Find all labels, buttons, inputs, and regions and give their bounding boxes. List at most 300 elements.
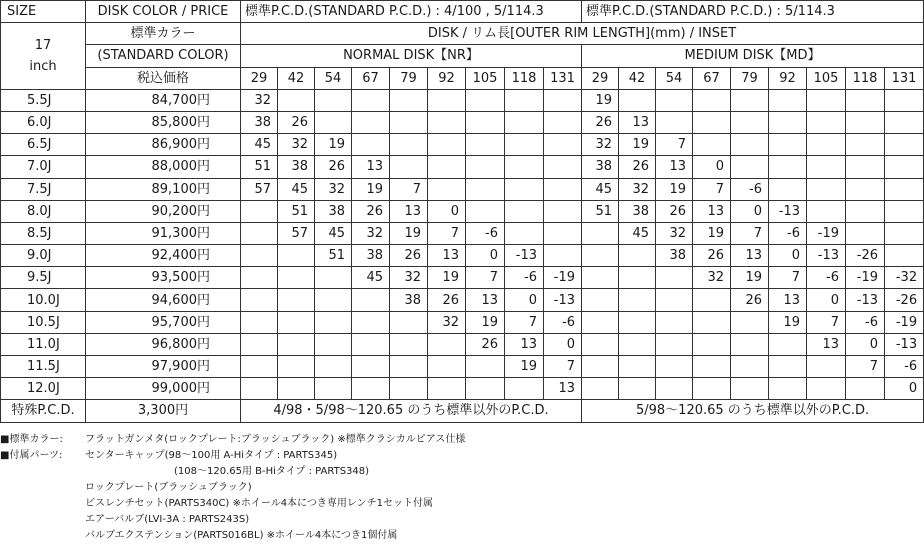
table-row xyxy=(1,200,924,222)
inset-md-cell xyxy=(619,89,656,111)
inset-md-cell: 0 xyxy=(769,245,807,267)
inset-nr-cell: 13 xyxy=(390,200,428,222)
inset-nr-cell xyxy=(241,245,278,267)
inset-md-cell xyxy=(582,289,619,311)
inset-nr-cell: 38 xyxy=(278,156,315,178)
inset-nr-cell xyxy=(278,378,315,400)
price-cell: 86,900円 xyxy=(86,134,241,156)
inset-md-cell: -32 xyxy=(885,267,924,289)
size-cell: 9.0J xyxy=(1,245,86,267)
inset-nr-cell xyxy=(241,311,278,333)
inset-md-cell: 13 xyxy=(693,200,731,222)
size-cell: 6.0J xyxy=(1,111,86,133)
inset-md-cell: 0 xyxy=(885,378,924,400)
size-cell: 9.5J xyxy=(1,267,86,289)
rim-length-nr-29: 29 xyxy=(241,67,278,89)
rim-length-md-118: 118 xyxy=(846,67,885,89)
inset-md-cell xyxy=(807,89,846,111)
size-cell: 7.0J xyxy=(1,156,86,178)
rim-length-nr-105: 105 xyxy=(466,67,505,89)
inset-md-cell: 19 xyxy=(619,134,656,156)
inset-md-cell: 32 xyxy=(619,178,656,200)
inset-md-cell: 26 xyxy=(656,200,693,222)
size-cell: 8.0J xyxy=(1,200,86,222)
inset-nr-cell xyxy=(428,378,466,400)
header-row-1 xyxy=(1,1,924,23)
inset-nr-cell: 26 xyxy=(466,333,505,355)
inset-md-cell xyxy=(769,378,807,400)
parts-line-4: ビスレンチセット(PARTS340C) ※ホイール4本につき専用レンチ1セット付属 xyxy=(85,497,433,509)
inset-nr-cell xyxy=(505,200,544,222)
inset-md-cell xyxy=(846,222,885,244)
inset-md-cell xyxy=(582,333,619,355)
inset-md-cell: -6 xyxy=(807,267,846,289)
inset-md-cell xyxy=(656,289,693,311)
table-row xyxy=(1,378,924,400)
rim-length-md-105: 105 xyxy=(807,67,846,89)
inset-md-cell xyxy=(885,222,924,244)
table-row xyxy=(1,289,924,311)
inset-md-cell xyxy=(769,356,807,378)
inset-nr-cell: 0 xyxy=(544,333,582,355)
rim-length-md-54: 54 xyxy=(656,67,693,89)
inset-md-cell xyxy=(807,111,846,133)
inset-md-cell: -19 xyxy=(885,311,924,333)
inset-md-cell xyxy=(693,89,731,111)
inset-nr-cell: 0 xyxy=(505,289,544,311)
inset-md-cell: 7 xyxy=(807,311,846,333)
inset-nr-cell xyxy=(390,111,428,133)
inset-nr-cell: -13 xyxy=(544,289,582,311)
inset-nr-cell xyxy=(390,356,428,378)
inset-nr-cell xyxy=(352,289,390,311)
table-row xyxy=(1,311,924,333)
inset-nr-cell: 19 xyxy=(428,267,466,289)
table-row xyxy=(1,356,924,378)
size-cell: 7.5J xyxy=(1,178,86,200)
inset-nr-cell xyxy=(278,267,315,289)
inset-nr-cell xyxy=(544,178,582,200)
inset-md-cell xyxy=(731,378,769,400)
table-row xyxy=(1,245,924,267)
inset-md-cell: 38 xyxy=(582,156,619,178)
inset-nr-cell xyxy=(428,156,466,178)
inset-nr-cell xyxy=(466,200,505,222)
inset-nr-cell: 7 xyxy=(390,178,428,200)
inset-md-cell: -6 xyxy=(731,178,769,200)
nr-header: NORMAL DISK【NR】 xyxy=(241,45,582,67)
inset-md-cell xyxy=(807,356,846,378)
inset-md-cell xyxy=(731,333,769,355)
inset-md-cell xyxy=(693,356,731,378)
table-row xyxy=(1,267,924,289)
inset-md-cell: 7 xyxy=(656,134,693,156)
inset-nr-cell: 26 xyxy=(390,245,428,267)
inset-nr-cell xyxy=(505,378,544,400)
rim-length-nr-54: 54 xyxy=(315,67,352,89)
inset-md-cell xyxy=(656,111,693,133)
inset-nr-cell xyxy=(315,311,352,333)
inset-nr-cell xyxy=(466,378,505,400)
inset-nr-cell xyxy=(505,156,544,178)
inset-nr-cell xyxy=(278,356,315,378)
inset-nr-cell: 51 xyxy=(241,156,278,178)
inset-nr-cell: 7 xyxy=(544,356,582,378)
size-cell: 11.5J xyxy=(1,356,86,378)
inset-md-cell: -13 xyxy=(769,200,807,222)
inset-md-cell: 19 xyxy=(769,311,807,333)
price-cell: 93,500円 xyxy=(86,267,241,289)
special-pcd-label: 特殊P.C.D. xyxy=(1,400,86,422)
inset-md-cell: 45 xyxy=(619,222,656,244)
inset-nr-cell: 13 xyxy=(352,156,390,178)
price-cell: 97,900円 xyxy=(86,356,241,378)
inset-md-cell: 26 xyxy=(619,156,656,178)
inset-nr-cell xyxy=(466,178,505,200)
inset-nr-cell: 26 xyxy=(278,111,315,133)
inset-nr-cell: 38 xyxy=(241,111,278,133)
inset-nr-cell xyxy=(278,89,315,111)
inset-nr-cell: 32 xyxy=(315,178,352,200)
inset-md-cell xyxy=(807,156,846,178)
price-cell: 94,600円 xyxy=(86,289,241,311)
inset-md-cell: 0 xyxy=(693,156,731,178)
price-cell: 99,000円 xyxy=(86,378,241,400)
inset-md-cell xyxy=(885,245,924,267)
inset-nr-cell xyxy=(241,333,278,355)
inset-md-cell: 26 xyxy=(731,289,769,311)
inset-md-cell: 13 xyxy=(619,111,656,133)
inset-nr-cell xyxy=(315,333,352,355)
inset-md-cell xyxy=(846,111,885,133)
inset-nr-cell: 32 xyxy=(428,311,466,333)
inset-md-cell xyxy=(693,378,731,400)
inset-md-cell xyxy=(846,378,885,400)
inset-md-cell: -13 xyxy=(846,289,885,311)
std-color-jp: 標準カラー xyxy=(86,23,241,45)
inset-md-cell xyxy=(582,222,619,244)
inset-md-cell xyxy=(807,200,846,222)
inset-nr-cell: 38 xyxy=(390,289,428,311)
inset-md-cell xyxy=(769,134,807,156)
inset-md-cell xyxy=(619,378,656,400)
rim-length-md-79: 79 xyxy=(731,67,769,89)
inset-md-cell: 32 xyxy=(582,134,619,156)
rim-length-md-131: 131 xyxy=(885,67,924,89)
price-cell: 85,800円 xyxy=(86,111,241,133)
inset-md-cell: -19 xyxy=(807,222,846,244)
price-cell: 95,700円 xyxy=(86,311,241,333)
inset-md-cell xyxy=(846,89,885,111)
inset-nr-cell xyxy=(544,156,582,178)
inset-md-cell: 0 xyxy=(731,200,769,222)
inset-nr-cell: 13 xyxy=(428,245,466,267)
inset-nr-cell xyxy=(544,222,582,244)
inset-nr-cell xyxy=(352,378,390,400)
inset-md-cell xyxy=(619,267,656,289)
inset-nr-cell: 13 xyxy=(466,289,505,311)
inset-nr-cell: 0 xyxy=(466,245,505,267)
inset-md-cell xyxy=(807,134,846,156)
rim-length-nr-92: 92 xyxy=(428,67,466,89)
inset-md-cell xyxy=(693,289,731,311)
inset-md-cell: 38 xyxy=(619,200,656,222)
table-row xyxy=(1,134,924,156)
inset-nr-cell xyxy=(544,200,582,222)
inset-nr-cell xyxy=(428,89,466,111)
inset-nr-cell xyxy=(505,222,544,244)
inset-md-cell xyxy=(656,267,693,289)
rim-length-md-42: 42 xyxy=(619,67,656,89)
header-row-2 xyxy=(1,23,924,45)
inset-nr-cell xyxy=(466,89,505,111)
inset-nr-cell xyxy=(352,333,390,355)
parts-note xyxy=(0,448,900,464)
table-row xyxy=(1,111,924,133)
inset-nr-cell: 26 xyxy=(428,289,466,311)
inset-nr-cell: 26 xyxy=(352,200,390,222)
inset-nr-cell xyxy=(544,111,582,133)
inset-nr-cell: 13 xyxy=(505,333,544,355)
inset-nr-cell xyxy=(241,356,278,378)
inch-label: inch xyxy=(29,58,57,74)
inset-nr-cell: 57 xyxy=(241,178,278,200)
parts-line-1: センターキャップ(98〜100用 A-Hiタイプ : PARTS345) xyxy=(85,449,338,461)
inset-nr-cell: -13 xyxy=(505,245,544,267)
inset-nr-cell xyxy=(352,111,390,133)
inset-md-cell xyxy=(885,156,924,178)
size-cell: 10.0J xyxy=(1,289,86,311)
inset-nr-cell xyxy=(428,356,466,378)
inset-nr-cell xyxy=(278,333,315,355)
color-note-label: ■標準カラー: xyxy=(0,433,63,445)
inset-nr-cell: 7 xyxy=(505,311,544,333)
color-note xyxy=(0,432,900,448)
inset-md-cell: -6 xyxy=(885,356,924,378)
inset-nr-cell xyxy=(505,89,544,111)
inset-md-cell: 7 xyxy=(769,267,807,289)
rim-length-row xyxy=(1,67,924,89)
inset-md-cell: -26 xyxy=(885,289,924,311)
inset-md-cell: 19 xyxy=(582,89,619,111)
size-cell: 12.0J xyxy=(1,378,86,400)
rim-length-nr-79: 79 xyxy=(390,67,428,89)
inset-nr-cell xyxy=(390,89,428,111)
inset-nr-cell xyxy=(241,200,278,222)
inset-nr-cell xyxy=(390,311,428,333)
price-cell: 90,200円 xyxy=(86,200,241,222)
inset-md-cell xyxy=(656,311,693,333)
inset-md-cell: 13 xyxy=(807,333,846,355)
rim-length-md-67: 67 xyxy=(693,67,731,89)
inset-nr-cell: 7 xyxy=(466,267,505,289)
inset-nr-cell xyxy=(466,356,505,378)
inset-nr-cell: 51 xyxy=(278,200,315,222)
inset-md-cell xyxy=(769,333,807,355)
inset-md-cell xyxy=(731,89,769,111)
inset-md-cell xyxy=(731,134,769,156)
inset-md-cell xyxy=(582,356,619,378)
rim-length-nr-118: 118 xyxy=(505,67,544,89)
special-pcd-row xyxy=(1,400,924,422)
inset-md-cell xyxy=(769,156,807,178)
inset-md-cell: 0 xyxy=(846,333,885,355)
inset-md-cell: -13 xyxy=(885,333,924,355)
inset-nr-cell xyxy=(278,245,315,267)
inset-nr-cell xyxy=(315,89,352,111)
inset-nr-cell xyxy=(390,156,428,178)
inset-nr-cell: 19 xyxy=(352,178,390,200)
inset-md-cell: 19 xyxy=(731,267,769,289)
inset-nr-cell xyxy=(241,222,278,244)
color-price-header: DISK COLOR / PRICE xyxy=(86,1,241,23)
inset-nr-cell: -6 xyxy=(505,267,544,289)
inset-nr-cell xyxy=(315,378,352,400)
inset-md-cell xyxy=(619,311,656,333)
special-pcd-md: 5/98〜120.65 のうち標準以外のP.C.D. xyxy=(582,400,924,422)
inset-md-cell xyxy=(885,178,924,200)
inset-md-cell: -26 xyxy=(846,245,885,267)
inset-md-cell xyxy=(846,178,885,200)
inset-nr-cell: 38 xyxy=(315,200,352,222)
inset-md-cell: 45 xyxy=(582,178,619,200)
inset-nr-cell xyxy=(352,134,390,156)
inset-nr-cell: 7 xyxy=(428,222,466,244)
inset-md-cell xyxy=(656,89,693,111)
inset-md-cell xyxy=(846,156,885,178)
parts-line-6: バルブエクステンション(PARTS016BL) ※ホイール4本につき1個付属 xyxy=(85,529,398,541)
table-row xyxy=(1,156,924,178)
pcd-nr-header: 標準P.C.D.(STANDARD P.C.D.) : 4/100 , 5/114.3 xyxy=(241,1,582,23)
inset-md-cell xyxy=(656,356,693,378)
inset-md-cell xyxy=(769,178,807,200)
inset-nr-cell xyxy=(315,111,352,133)
inset-md-cell: 32 xyxy=(693,267,731,289)
inset-md-cell xyxy=(846,200,885,222)
size-cell: 5.5J xyxy=(1,89,86,111)
parts-line-5: エアーバルブ(LVI-3A : PARTS243S) xyxy=(85,513,250,525)
inset-nr-cell: 26 xyxy=(315,156,352,178)
inset-nr-cell xyxy=(390,333,428,355)
inset-nr-cell: 19 xyxy=(466,311,505,333)
inset-md-cell xyxy=(582,378,619,400)
inset-md-cell: -6 xyxy=(769,222,807,244)
inset-nr-cell xyxy=(278,311,315,333)
pcd-md-header: 標準P.C.D.(STANDARD P.C.D.) : 5/114.3 xyxy=(582,1,924,23)
inset-nr-cell: 45 xyxy=(352,267,390,289)
inset-md-cell xyxy=(619,289,656,311)
inset-nr-cell: 32 xyxy=(241,89,278,111)
inset-nr-cell xyxy=(505,134,544,156)
inset-md-cell xyxy=(731,111,769,133)
inset-md-cell xyxy=(619,356,656,378)
inset-md-cell xyxy=(807,178,846,200)
inset-md-cell: 51 xyxy=(582,200,619,222)
inset-md-cell xyxy=(693,311,731,333)
inset-md-cell: 7 xyxy=(693,178,731,200)
parts-line-2: (108〜120.65用 B-Hiタイプ : PARTS348) xyxy=(174,465,370,477)
inset-nr-cell: 45 xyxy=(278,178,315,200)
color-note-text: フラットガンメタ(ロックプレート:ブラッシュブラック) ※標準クラシカルピアス仕様 xyxy=(85,433,466,445)
inset-nr-cell: 13 xyxy=(544,378,582,400)
inset-md-cell xyxy=(619,245,656,267)
inset-nr-cell: -19 xyxy=(544,267,582,289)
size-cell: 6.5J xyxy=(1,134,86,156)
md-header: MEDIUM DISK【MD】 xyxy=(582,45,924,67)
inset-md-cell: 13 xyxy=(731,245,769,267)
inset-nr-cell: -6 xyxy=(466,222,505,244)
inset-nr-cell xyxy=(241,267,278,289)
inset-nr-cell xyxy=(352,356,390,378)
inset-nr-cell xyxy=(544,89,582,111)
inset-md-cell xyxy=(656,333,693,355)
inset-md-cell xyxy=(885,89,924,111)
inset-md-cell xyxy=(693,134,731,156)
inset-nr-cell: -6 xyxy=(544,311,582,333)
inset-md-cell: -6 xyxy=(846,311,885,333)
inch-number: 17 xyxy=(34,37,52,53)
inset-nr-cell xyxy=(352,89,390,111)
size-cell: 8.5J xyxy=(1,222,86,244)
inset-nr-cell: 38 xyxy=(352,245,390,267)
table-row xyxy=(1,178,924,200)
price-cell: 96,800円 xyxy=(86,333,241,355)
table-row xyxy=(1,222,924,244)
rim-length-md-29: 29 xyxy=(582,67,619,89)
disk-rim-header: DISK / リム長[OUTER RIM LENGTH](mm) / INSET xyxy=(241,23,924,45)
inset-md-cell xyxy=(582,267,619,289)
inset-md-cell: 26 xyxy=(693,245,731,267)
price-cell: 92,400円 xyxy=(86,245,241,267)
special-pcd-price: 3,300円 xyxy=(86,400,241,422)
inset-nr-cell xyxy=(466,111,505,133)
inset-nr-cell: 0 xyxy=(428,200,466,222)
tax-price-header: 税込価格 xyxy=(86,67,241,89)
inset-md-cell: 26 xyxy=(582,111,619,133)
inset-md-cell xyxy=(769,89,807,111)
inset-md-cell: 7 xyxy=(731,222,769,244)
std-color-en: (STANDARD COLOR) xyxy=(86,45,241,67)
size-cell: 10.5J xyxy=(1,311,86,333)
inset-nr-cell xyxy=(466,134,505,156)
rim-length-nr-131: 131 xyxy=(544,67,582,89)
inset-md-cell: 0 xyxy=(807,289,846,311)
inset-nr-cell: 57 xyxy=(278,222,315,244)
inset-md-cell xyxy=(885,200,924,222)
inset-nr-cell xyxy=(505,178,544,200)
inset-md-cell xyxy=(656,378,693,400)
rim-length-nr-42: 42 xyxy=(278,67,315,89)
inset-md-cell: 7 xyxy=(846,356,885,378)
inset-md-cell: 38 xyxy=(656,245,693,267)
inset-md-cell xyxy=(769,111,807,133)
inset-md-cell xyxy=(731,356,769,378)
inset-nr-cell xyxy=(241,378,278,400)
price-cell: 89,100円 xyxy=(86,178,241,200)
inset-md-cell xyxy=(693,333,731,355)
inset-md-cell: -19 xyxy=(846,267,885,289)
inset-md-cell: 13 xyxy=(769,289,807,311)
price-cell: 84,700円 xyxy=(86,89,241,111)
inset-nr-cell: 32 xyxy=(352,222,390,244)
size-cell: 11.0J xyxy=(1,333,86,355)
inset-nr-cell xyxy=(278,289,315,311)
inset-md-cell xyxy=(885,134,924,156)
inset-nr-cell xyxy=(428,333,466,355)
inset-nr-cell: 51 xyxy=(315,245,352,267)
parts-note-label: ■付属パーツ: xyxy=(0,449,63,461)
inset-md-cell: 19 xyxy=(656,178,693,200)
